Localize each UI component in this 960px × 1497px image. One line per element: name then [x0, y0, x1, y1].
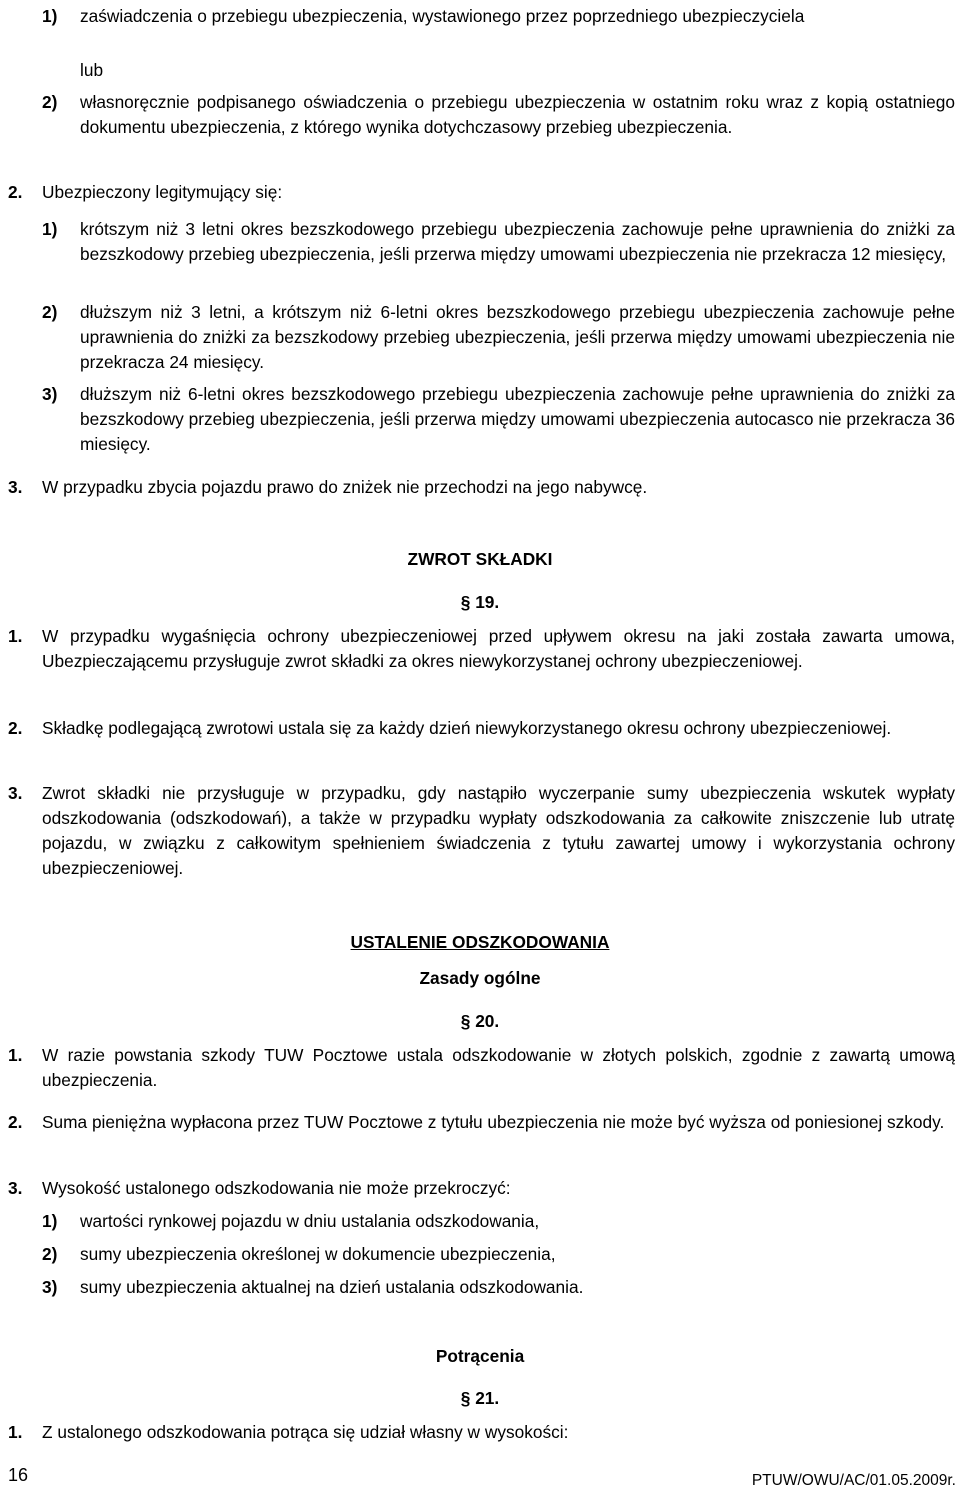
point-text: Zwrot składki nie przysługuje w przypadku, gdy nastąpiło wyczerpanie sumy ubezpieczenia wskutek wypłaty odszkodowania (odszkodowań), a także w przypadku wypłaty odszkodowania za całkowite zniszczenie lub utratę pojazdu, w związku z całkowitym spełnieniem świadczenia z tytułu zawartej umowy i wykorzystania ochrony ubezpieczeniowej. — [42, 783, 955, 878]
list-item-text: własnoręcznie podpisanego oświadczenia o przebiegu ubezpieczenia w ostatnim roku wraz z kopią ostatniego dokumentu ubezpieczenia, z którego wynika dotychczasowy przebieg ubezpieczenia. — [80, 92, 955, 137]
list-item-text: sumy ubezpieczenia określonej w dokumencie ubezpieczenia, — [80, 1244, 556, 1264]
section-heading: Potrącenia — [435, 1346, 525, 1366]
point-number: 3. — [8, 1178, 23, 1198]
point-number: 2. — [8, 1112, 23, 1132]
list-number: 1) — [42, 219, 58, 239]
point-text: Ubezpieczony legitymujący się: — [42, 182, 283, 202]
point-number: 2. — [8, 182, 23, 202]
list-number: 2) — [42, 1244, 58, 1264]
page-number: 16 — [8, 1465, 29, 1485]
point-text: Wysokość ustalonego odszkodowania nie może przekroczyć: — [42, 1178, 511, 1198]
list-item-text: krótszym niż 3 letni okres bezszkodowego przebiegu ubezpieczenia zachowuje pełne uprawnienia do zniżki za bezszkodowy przebieg ubezpieczenia, jeśli przerwa między umowami ubezpieczenia nie przekracza 12 miesięcy, — [80, 219, 955, 264]
section-subheading: Zasady ogólne — [419, 968, 541, 988]
point-number: 3. — [8, 477, 23, 497]
paragraph-number: § 19. — [460, 592, 500, 612]
list-number: 2) — [42, 302, 58, 322]
paragraph-number: § 21. — [460, 1388, 500, 1408]
list-item-text: zaświadczenia o przebiegu ubezpieczenia, wystawionego przez poprzedniego ubezpieczyciela — [80, 6, 805, 26]
point-text: Suma pieniężna wypłacona przez TUW Pocztowe z tytułu ubezpieczenia nie może być wyższa od poniesionej szkody. — [42, 1112, 945, 1132]
point-number: 1. — [8, 1045, 23, 1065]
section-heading: ZWROT SKŁADKI — [407, 549, 553, 569]
list-item-text: dłuższym niż 6-letni okres bezszkodowego przebiegu ubezpieczenia zachowuje pełne uprawnienia do zniżki za bezszkodowy przebieg ubezpieczenia, jeśli przerwa między umowami ubezpieczenia autocasco nie przekracza 36 miesięcy. — [80, 384, 955, 454]
list-number: 3) — [42, 1277, 58, 1297]
point-text: W razie powstania szkody TUW Pocztowe ustala odszkodowanie w złotych polskich, zgodnie z zawartą umową ubezpieczenia. — [42, 1045, 955, 1090]
point-text: Składkę podlegającą zwrotowi ustala się za każdy dzień niewykorzystanego okresu ochrony ubezpieczeniowej. — [42, 718, 892, 738]
point-number: 3. — [8, 783, 23, 803]
list-number: 1) — [42, 6, 58, 26]
point-number: 1. — [8, 1422, 23, 1442]
paragraph-number: § 20. — [460, 1011, 500, 1031]
list-number: 2) — [42, 92, 58, 112]
point-text: W przypadku zbycia pojazdu prawo do zniżek nie przechodzi na jego nabywcę. — [42, 477, 648, 497]
point-number: 2. — [8, 718, 23, 738]
point-text: Z ustalonego odszkodowania potrąca się udział własny w wysokości: — [42, 1422, 569, 1442]
point-number: 1. — [8, 626, 23, 646]
connector-text: lub — [80, 60, 104, 80]
point-text: W przypadku wygaśnięcia ochrony ubezpieczeniowej przed upływem okresu na jaki została zawarta umowa, Ubezpieczającemu przysługuje zwrot składki za okres niewykorzystanej ochrony ubezpieczeniowej. — [42, 626, 955, 671]
document-code: PTUW/OWU/AC/01.05.2009r. — [751, 1472, 956, 1489]
list-item-text: sumy ubezpieczenia aktualnej na dzień ustalania odszkodowania. — [80, 1277, 584, 1297]
list-item-text: dłuższym niż 3 letni, a krótszym niż 6-letni okres bezszkodowego przebiegu ubezpieczenia zachowuje pełne uprawnienia do zniżki za bezszkodowy przebieg ubezpieczenia, jeśli przerwa między umowami ubezpieczenia nie przekracza 24 miesięcy. — [80, 302, 955, 372]
list-number: 3) — [42, 384, 58, 404]
list-number: 1) — [42, 1211, 58, 1231]
section-heading: USTALENIE ODSZKODOWANIA — [350, 932, 610, 952]
list-item-text: wartości rynkowej pojazdu w dniu ustalania odszkodowania, — [80, 1211, 540, 1231]
